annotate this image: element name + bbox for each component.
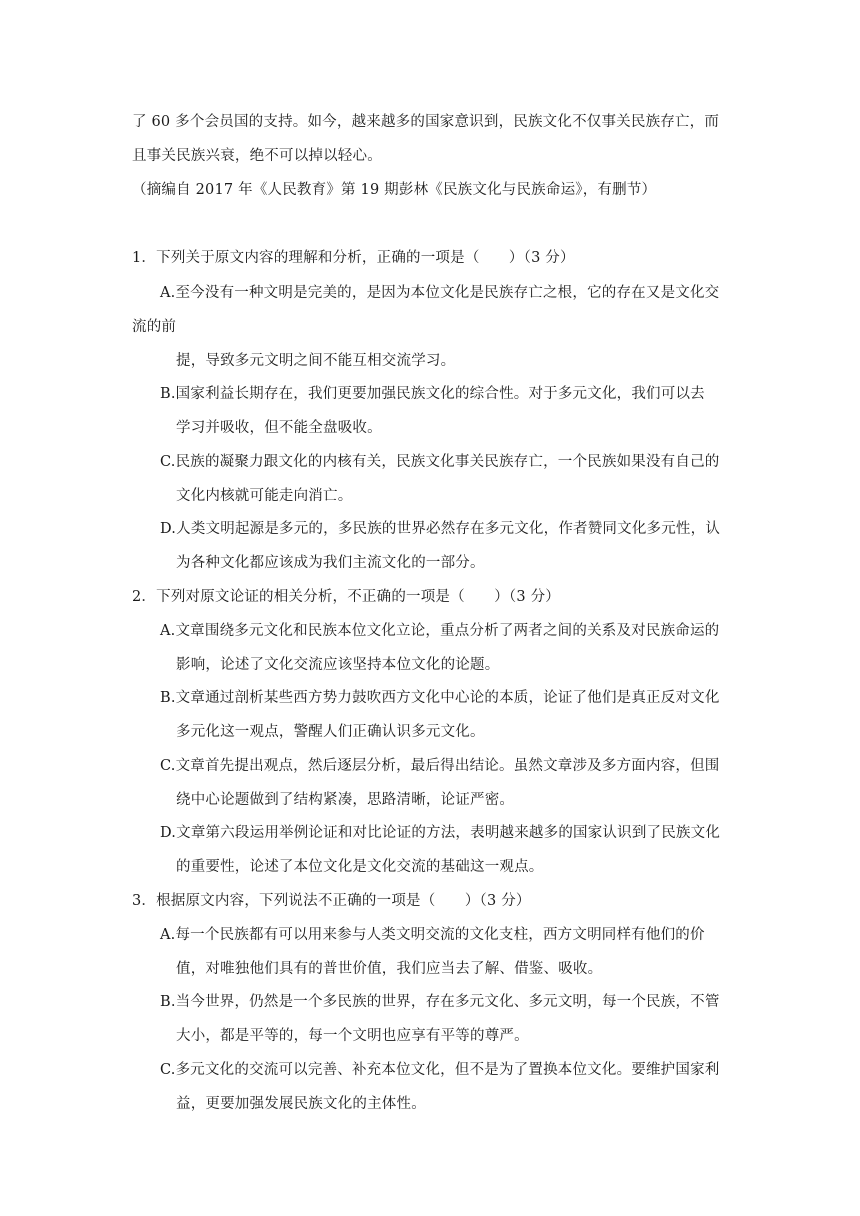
q1-option-a-line-1: A.至今没有一种文明是完美的，是因为本位文化是民族存亡之根，它的存在又是文化交 [160, 285, 720, 301]
q3-option-c-line-1: C.多元文化的交流可以完善、补充本位文化，但不是为了置换本位文化。要维护国家利 [160, 1062, 720, 1078]
q1-option-d-line-2: 为各种文化都应该成为我们主流文化的一部分。 [176, 555, 485, 571]
q3-option-c-line-2: 益，更要加强发展民族文化的主体性。 [176, 1096, 426, 1112]
q2-option-d-line-2: 的重要性，论述了本位文化是文化交流的基础这一观点。 [176, 859, 544, 875]
q2-option-c-line-1: C.文章首先提出观点，然后逐层分析，最后得出结论。虽然文章涉及多方面内容，但围 [160, 758, 720, 774]
q3-option-b-line-2: 大小，都是平等的，每一个文明也应享有平等的尊严。 [176, 1028, 529, 1044]
source-citation: （摘编自 2017 年《人民教育》第 19 期彭林《民族文化与民族命运》，有删节） [132, 182, 657, 198]
q2-option-c-line-2: 绕中心论题做到了结构紧凑，思路清晰，论证严密。 [176, 792, 515, 808]
q1-option-c-line-1: C.民族的凝聚力跟文化的内核有关，民族文化事关民族存亡，一个民族如果没有自己的 [160, 454, 720, 470]
intro-line-2: 且事关民族兴衰，绝不可以掉以轻心。 [132, 148, 382, 164]
q3-option-b-line-1: B.当今世界，仍然是一个多民族的世界，存在多元文化、多元文明，每一个民族，不管 [160, 994, 720, 1010]
q2-option-a-line-1: A.文章围绕多元文化和民族本位文化立论，重点分析了两者之间的关系及对民族命运的 [160, 623, 720, 639]
intro-line-1: 了 60 多个会员国的支持。如今，越来越多的国家意识到，民族文化不仅事关民族存亡，而 [132, 114, 720, 130]
q1-option-c-line-2: 文化内核就可能走向消亡。 [176, 488, 353, 504]
q2-option-d-line-1: D.文章第六段运用举例论证和对比论证的方法，表明越来越多的国家认识到了民族文化 [160, 825, 721, 841]
q2-option-a-line-2: 影响，论述了文化交流应该坚持本位文化的论题。 [176, 657, 500, 673]
q3-option-a-line-1: A.每一个民族都有可以用来参与人类文明交流的文化支柱，西方文明同样有他们的价 [160, 927, 705, 943]
q1-option-a-line-3: 提，导致多元文明之间不能互相交流学习。 [176, 353, 456, 369]
q1-option-d-line-1: D.人类文明起源是多元的，多民族的世界必然存在多元文化，作者赞同文化多元性，认 [160, 521, 721, 537]
question-3-stem: 3．根据原文内容，下列说法不正确的一项是（ ）（3 分） [132, 893, 531, 909]
q2-option-b-line-2: 多元化这一观点，警醒人们正确认识多元文化。 [176, 724, 485, 740]
q1-option-a-line-2: 流的前 [132, 319, 177, 335]
q2-option-b-line-1: B.文章通过剖析某些西方势力鼓吹西方文化中心论的本质，论证了他们是真正反对文化 [160, 690, 720, 706]
q1-option-b-line-2: 学习并吸收，但不能全盘吸收。 [176, 420, 382, 436]
q3-option-a-line-2: 值，对唯独他们具有的普世价值，我们应当去了解、借鉴、吸收。 [176, 961, 603, 977]
q1-option-b-line-1: B.国家利益长期存在，我们更要加强民族文化的综合性。对于多元文化，我们可以去 [160, 386, 705, 402]
question-2-stem: 2．下列对原文论证的相关分析，不正确的一项是（ ）（3 分） [132, 589, 561, 605]
question-1-stem: 1．下列关于原文内容的理解和分析，正确的一项是（ ）（3 分） [132, 250, 575, 266]
